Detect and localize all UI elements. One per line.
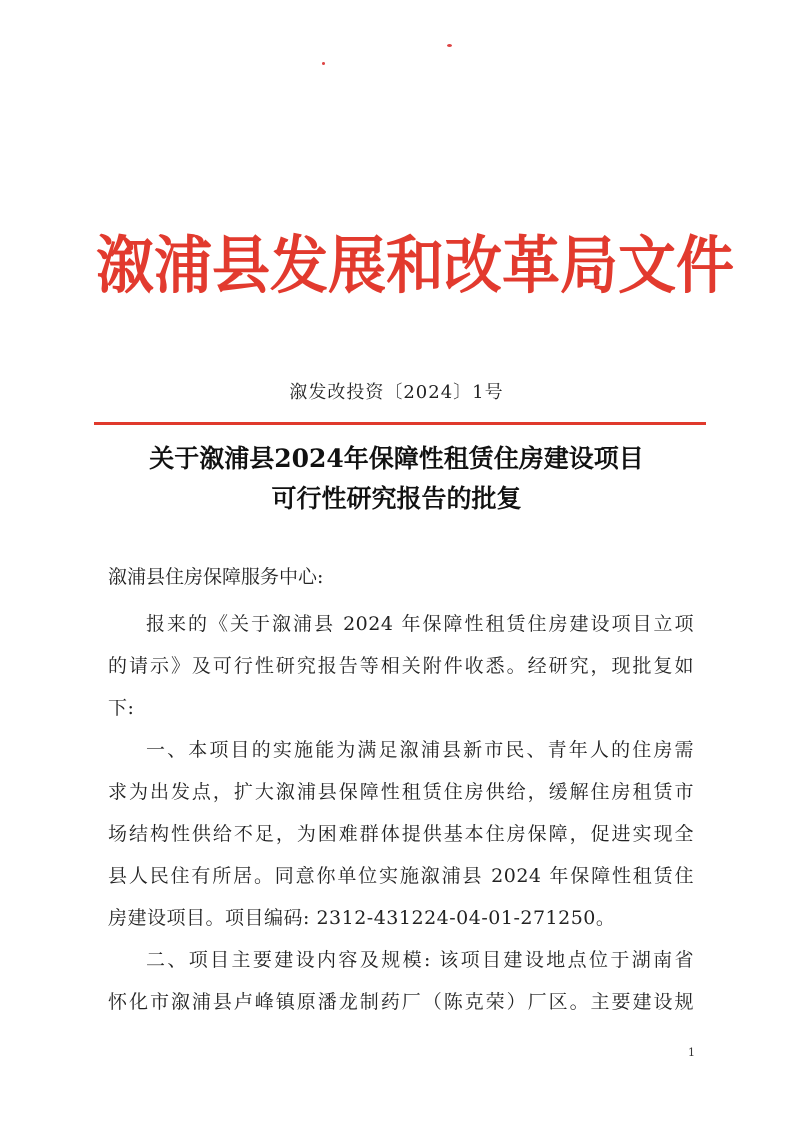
document-title-line-2: 可行性研究报告的批复 — [271, 484, 522, 513]
body-line: 的请示》及可行性研究报告等相关附件收悉。经研究，现批复如 — [108, 655, 694, 677]
print-speck — [447, 44, 452, 47]
red-divider-line — [94, 422, 706, 425]
body-line: 房建设项目。项目编码: 2312-431224-04-01-271250。 — [108, 907, 616, 929]
body-line: 一、本项目的实施能为满足溆浦县新市民、青年人的住房需 — [146, 739, 694, 761]
print-speck — [322, 62, 325, 65]
body-line: 场结构性供给不足，为困难群体提供基本住房保障，促进实现全 — [108, 823, 694, 845]
body-line: 求为出发点，扩大溆浦县保障性租赁住房供给，缓解住房租赁市 — [108, 781, 694, 803]
body-line: 县人民住有所居。同意你单位实施溆浦县 2024 年保障性租赁住 — [108, 865, 694, 887]
body-line: 二、项目主要建设内容及规模: 该项目建设地点位于湖南省 — [146, 949, 694, 971]
page-number: 1 — [688, 1046, 695, 1059]
body-line: 报来的《关于溆浦县 2024 年保障性租赁住房建设项目立项 — [146, 613, 694, 635]
document-title-line-1: 关于溆浦县2024年保障性租赁住房建设项目 — [149, 444, 644, 473]
document-number: 溆发改投资〔2024〕1号 — [289, 382, 504, 403]
body-line: 下: — [108, 697, 135, 719]
issuer-header-title: 溆浦县发展和改革局文件 — [96, 228, 735, 302]
addressee: 溆浦县住房保障服务中心: — [108, 566, 324, 588]
body-line: 怀化市溆浦县卢峰镇原潘龙制药厂（陈克荣）厂区。主要建设规 — [108, 991, 694, 1013]
